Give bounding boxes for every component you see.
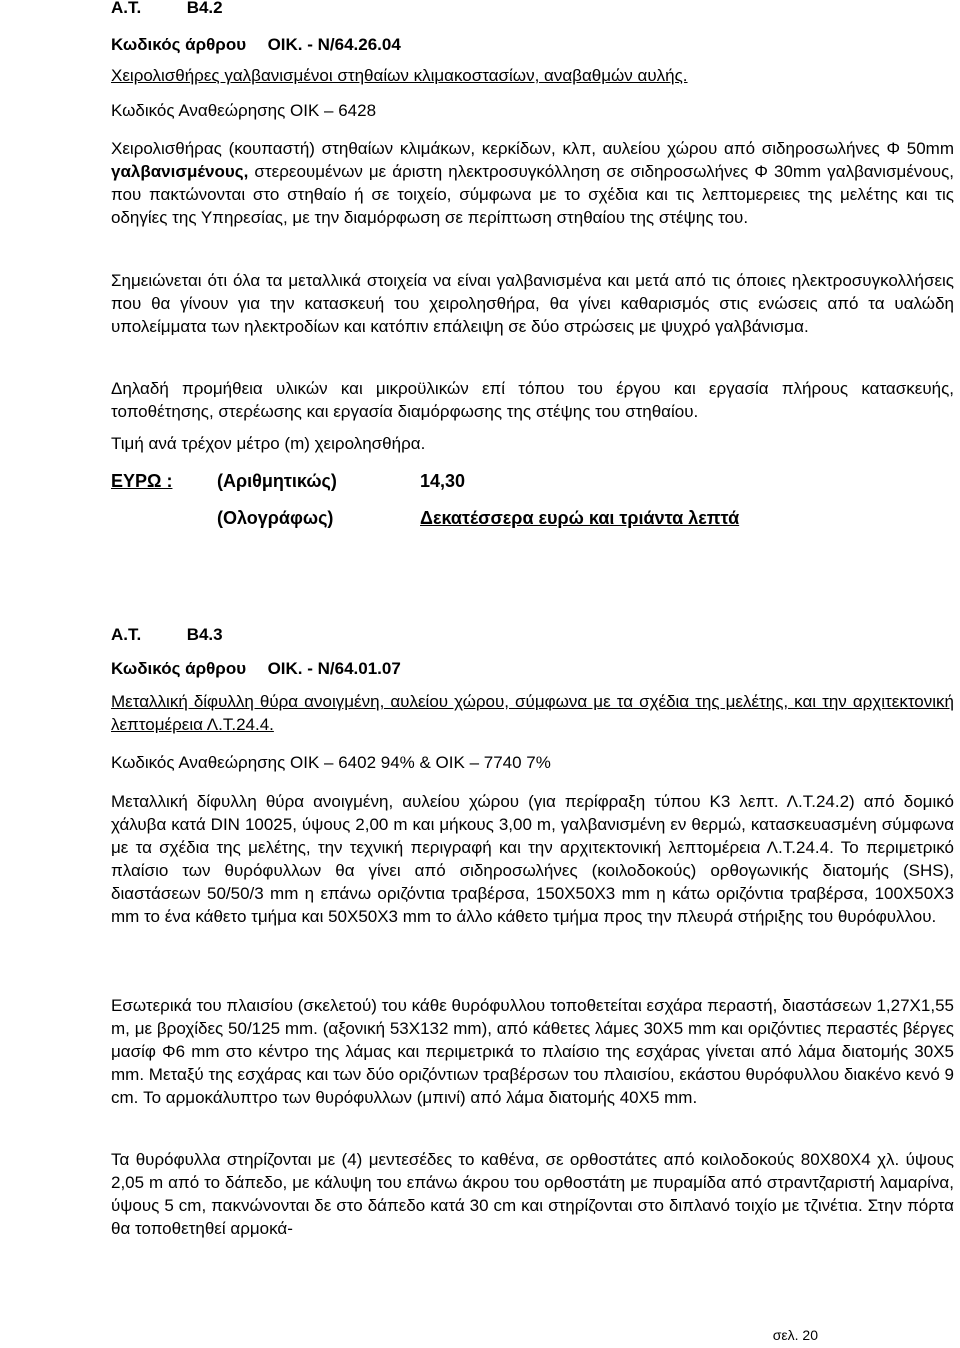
section1-desc-part2: στερεουμένων με άριστη ηλεκτροσυγκόλληση σε σιδηροσωλήνες Φ 30mm γαλβανισμένους, που πακτώνονται στο στηθαίο ή σε τοιχείο, σύμφωνα με το σχέδια και τις λεπτομερειες της μελέτης και τις οδηγίες της Υπηρεσίας, με την διαμόρφωση σε περίπτωση στηθαίου της στέψης του. bbox=[111, 162, 954, 227]
section2-code-value: ΟΙΚ. - Ν/64.01.07 bbox=[267, 659, 401, 678]
words-value: Δεκατέσσερα ευρώ και τριάντα λεπτά bbox=[420, 508, 740, 528]
section2-at-value: B4.3 bbox=[186, 625, 223, 644]
section1-supply: Δηλαδή προμήθεια υλικών και μικροϋλικών επί τόπου του έργου και εργασία πλήρους κατασκευής, τοποθέτησης, στερέωσης και εργασία διαμόρφωσης της στέψης του στηθαίου. bbox=[111, 379, 954, 421]
section1-code-label: Κωδικός άρθρου bbox=[111, 35, 247, 54]
section2-at-row bbox=[111, 625, 223, 645]
section1-at-label: A.T. bbox=[111, 0, 142, 17]
euro-label: ΕΥΡΩ : bbox=[111, 471, 173, 491]
section1-desc-bold: γαλβανισμένους, bbox=[111, 162, 249, 181]
section1-at-value: B4.2 bbox=[186, 0, 223, 17]
section2-para2: Εσωτερικά του πλαισίου (σκελετού) του κάθε θυρόφυλλου τοποθετείται εσχάρα περαστή, διαστάσεων 1,27Χ1,55 m, με βροχίδες 50/125 mm. (αξονική 53Χ132 mm), από κάθετες λάμες 30Χ5 mm και οριζόντιες περαστές βέργες μασίφ Φ6 mm στο κέντρο της λάμας και περιμετρικά το πλαίσιο της εσχάρας γίνεται από λάμα διατομής 30Χ5 mm. Μεταξύ της εσχάρας και των δύο οριζόντιων τραβέρσων του πλαισίου, εκάστου θυρόφυλλου διακένο κενό 9 cm. Το αρμοκάλυπτρο των θυρόφυλλων (μπινί) από λάμα διατομής 40Χ5 mm. bbox=[111, 996, 954, 1107]
section1-title: Χειρολισθήρες γαλβανισμένοι στηθαίων κλιμακοστασίων, αναβαθμών αυλής. bbox=[111, 66, 688, 85]
section1-unit: Τιμή ανά τρέχον μέτρο (m) χειρολησθήρα. bbox=[111, 434, 426, 453]
section2-para1: Μεταλλική δίφυλλη θύρα ανοιγμένη, αυλείου χώρου (για περίφραξη τύπου Κ3 λεπτ. Λ.Τ.24.2) από δομικό χάλυβα κατά DIN 10025, ύψους 2,00 m και μήκους 3,00 m, γαλβανισμένη εν θερμώ, κατασκευασμένη σύμφωνα με τα σχέδια της μελέτης, την τεχνική περιγραφή και την αρχιτεκτονική λεπτομέρεια Λ.Τ.24.4. Το περιμετρικό πλαίσιο των θυρόφυλλων θα γίνει από σιδηροσωλήνες (κοιλοδοκούς) ορθογωνικής διατομής (SHS), διαστάσεων 50/50/3 mm η επάνω οριζόντια τραβέρσα, 150Χ50Χ3 mm η κάτω οριζόντια τραβέρσα, 100Χ50Χ3 mm το ένα κάθετο τμήμα και 50Χ50Χ3 mm το άλλο κάθετο τμήμα προς την πλευρά στήριξης του θυρόφυλλου. bbox=[111, 792, 954, 926]
section2-at-label: A.T. bbox=[111, 625, 142, 644]
section1-description bbox=[111, 137, 954, 229]
section1-revision: Κωδικός Αναθεώρησης ΟΙΚ – 6428 bbox=[111, 101, 377, 120]
section2-para3: Τα θυρόφυλλα στηρίζονται με (4) μεντεσέδες το καθένα, σε ορθοστάτες από κοιλοδοκούς 80Χ80Χ4 χλ. ύψους 2,05 m από το δάπεδο, με κάλυψη του επάνω άκρου του ορθοστάτη με πυραμίδα από στραντζαριστή λαμαρίνα, ύψους 5 cm, πακνώνονται δε στο δάπεδο κατά 30 cm και στηρίζονται στο διπλανό τοιχίο με τζινέτια. Στην πόρτα θα τοποθετηθεί αρμοκά- bbox=[111, 1150, 954, 1238]
section2-title: Μεταλλική δίφυλλη θύρα ανοιγμένη, αυλείου χώρου, σύμφωνα με τα σχέδια της μελέτης, και την αρχιτεκτονική λεπτομέρεια Λ.Τ.24.4. bbox=[111, 692, 954, 734]
section1-desc-part1: Χειρολισθήρας (κουπαστή) στηθαίων κλιμάκων, κερκίδων, κλπ, αυλείου χώρου από σιδηροσωλήνες Φ 50mm bbox=[111, 139, 954, 158]
numeric-label: (Αριθμητικώς) bbox=[217, 471, 337, 491]
section2-code-row bbox=[111, 659, 401, 679]
section1-at-row bbox=[111, 0, 223, 18]
words-label: (Ολογράφως) bbox=[217, 508, 334, 528]
section1-price-numeric-row bbox=[111, 471, 172, 492]
section1-code-row bbox=[111, 35, 401, 55]
section1-note: Σημειώνεται ότι όλα τα μεταλλικά στοιχεία να είναι γαλβανισμένα και μετά από τις όποιες ηλεκτροσυγκολλήσεις που θα γίνουν για την κατασκευή του χειρολησθήρα, θα γίνει καθαρισμός στις ενώσεις από τα υαλώδη υπολείμματα των ηλεκτροδίων και κατόπιν επάλειψη σε δύο στρώσεις με ψυχρό γαλβάνισμα. bbox=[111, 271, 954, 336]
page-number: σελ. 20 bbox=[772, 1327, 818, 1343]
section1-code-value: ΟΙΚ. - Ν/64.26.04 bbox=[267, 35, 401, 54]
numeric-value: 14,30 bbox=[420, 471, 466, 491]
section2-revision: Κωδικός Αναθεώρησης ΟΙΚ – 6402 94% & ΟΙΚ – 7740 7% bbox=[111, 753, 551, 772]
section2-code-label: Κωδικός άρθρου bbox=[111, 659, 247, 678]
